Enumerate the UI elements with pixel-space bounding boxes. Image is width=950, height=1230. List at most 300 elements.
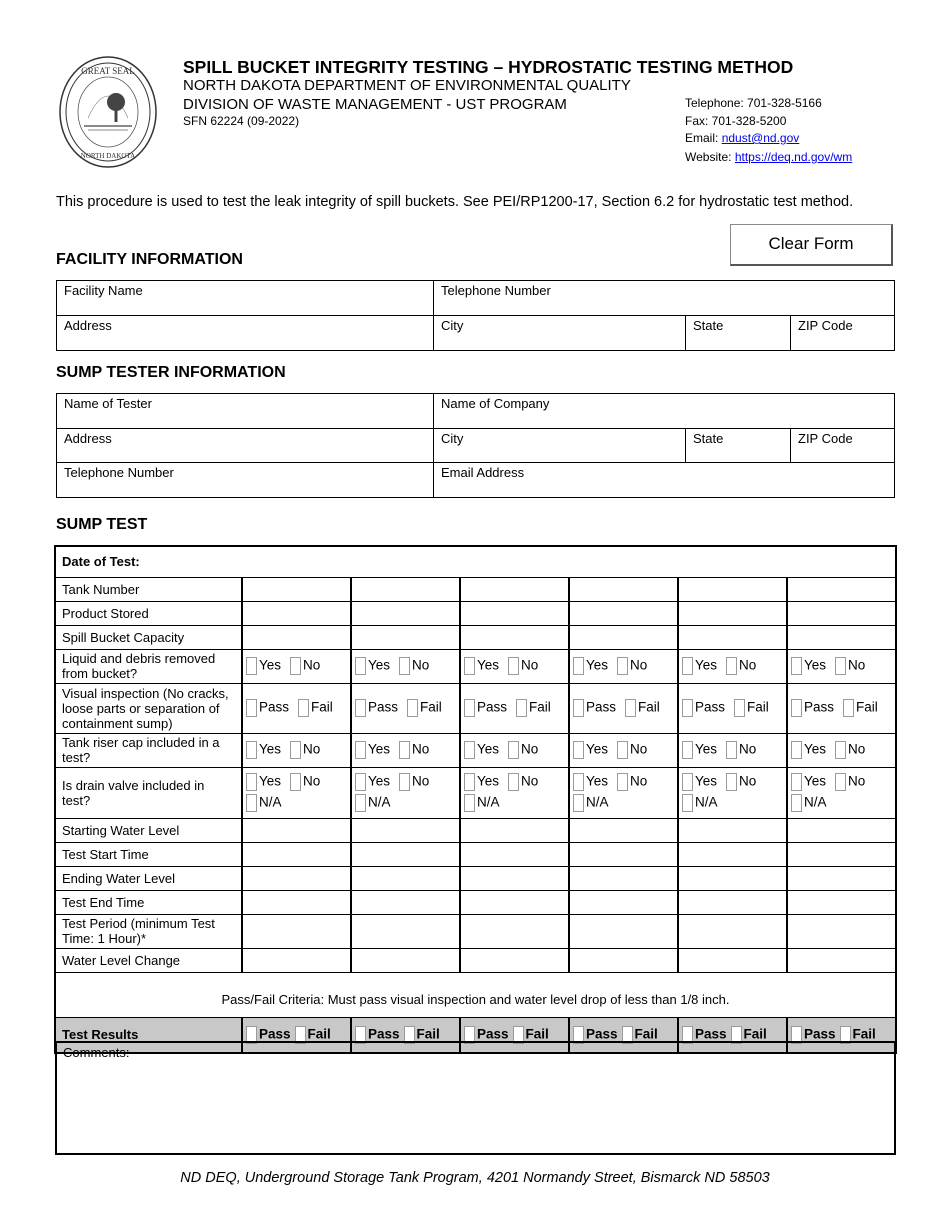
tank-5-cell	[678, 733, 787, 767]
row-label: Visual inspection (No cracks, loose parts or separation of containment sump)	[55, 683, 242, 733]
yes-checkbox[interactable]	[682, 741, 693, 759]
tank-1-cell[interactable]	[242, 601, 351, 625]
tank-6-cell	[787, 733, 896, 767]
tank-5-cell[interactable]	[678, 842, 787, 866]
tank-6-cell[interactable]	[787, 914, 896, 948]
result-pass-label: Pass	[804, 1026, 836, 1042]
facility-zip-field[interactable]: ZIP Code	[791, 316, 895, 351]
intro-text: This procedure is used to test the leak integrity of spill buckets. See PEI/RP1200-17, Section 6.2 for hydrostatic test method.	[56, 194, 854, 210]
pass-option	[354, 699, 398, 717]
result-fail-label: Fail	[852, 1026, 876, 1042]
pass-option	[572, 699, 616, 717]
yes-checkbox[interactable]	[573, 773, 584, 791]
no-checkbox[interactable]	[399, 657, 410, 675]
website-link[interactable]: https://deq.nd.gov/wm	[734, 150, 853, 164]
result-pass-label: Pass	[477, 1026, 509, 1042]
fail-label: Fail	[856, 699, 878, 715]
no-checkbox[interactable]	[835, 657, 846, 675]
footer-address: ND DEQ, Underground Storage Tank Program, 4201 Normandy Street, Bismarck ND 58503	[180, 1170, 770, 1186]
tank-6-cell	[787, 649, 896, 683]
no-label: No	[848, 773, 866, 789]
tank-4-cell[interactable]	[569, 866, 678, 890]
no-label: No	[303, 657, 321, 673]
tank-3-cell[interactable]	[460, 842, 569, 866]
result-pass-label: Pass	[695, 1026, 727, 1042]
facility-telephone-field[interactable]: Telephone Number	[434, 281, 895, 316]
tank-1-cell[interactable]	[242, 818, 351, 842]
pass-checkbox[interactable]	[573, 699, 584, 717]
yes-option	[354, 741, 390, 759]
na-checkbox[interactable]	[573, 794, 584, 812]
tank-4-cell[interactable]	[569, 818, 678, 842]
row-tank-number	[55, 577, 896, 601]
tank-6-cell[interactable]	[787, 625, 896, 649]
state-seal-logo	[58, 54, 158, 170]
comments-field[interactable]	[55, 1041, 896, 1155]
no-label: No	[630, 657, 648, 673]
agency-name: NORTH DAKOTA DEPARTMENT OF ENVIRONMENTAL QUALITY	[183, 77, 631, 94]
email-label: Email:	[685, 131, 722, 145]
clear-form-button[interactable]: Clear Form	[730, 224, 893, 266]
fail-checkbox[interactable]	[516, 699, 527, 717]
facility-state-field[interactable]: State	[686, 316, 791, 351]
na-label: N/A	[259, 794, 282, 810]
tank-4-cell[interactable]	[569, 577, 678, 601]
result-fail-label: Fail	[525, 1026, 549, 1042]
na-line	[790, 794, 893, 812]
no-label: No	[739, 773, 757, 789]
tank-1-cell[interactable]	[242, 866, 351, 890]
na-checkbox[interactable]	[355, 794, 366, 812]
no-checkbox[interactable]	[399, 773, 410, 791]
yes-option	[790, 657, 826, 675]
yes-checkbox[interactable]	[464, 657, 475, 675]
tank-3-cell[interactable]	[460, 601, 569, 625]
yes-checkbox[interactable]	[791, 657, 802, 675]
fail-option	[297, 699, 333, 717]
fail-option	[624, 699, 660, 717]
na-line	[463, 794, 566, 812]
pass-label: Pass	[804, 699, 835, 715]
no-option	[834, 773, 865, 791]
result-fail-label: Fail	[307, 1026, 331, 1042]
fail-label: Fail	[529, 699, 551, 715]
no-label: No	[303, 741, 321, 757]
yes-label: Yes	[368, 741, 391, 757]
yes-checkbox[interactable]	[573, 657, 584, 675]
tank-6-cell	[787, 683, 896, 733]
no-checkbox[interactable]	[835, 773, 846, 791]
tank-5-cell[interactable]	[678, 601, 787, 625]
na-label: N/A	[586, 794, 609, 810]
row-test-start-time	[55, 842, 896, 866]
tank-3-cell[interactable]	[460, 914, 569, 948]
tank-6-cell[interactable]	[787, 577, 896, 601]
na-checkbox[interactable]	[246, 794, 257, 812]
yes-option	[463, 741, 499, 759]
tank-5-cell[interactable]	[678, 914, 787, 948]
no-label: No	[630, 741, 648, 757]
tank-2-cell	[351, 683, 460, 733]
no-checkbox[interactable]	[508, 773, 519, 791]
na-option	[790, 794, 827, 812]
yes-checkbox[interactable]	[682, 657, 693, 675]
yes-label: Yes	[586, 773, 609, 789]
facility-name-field[interactable]: Facility Name	[57, 281, 434, 316]
na-checkbox[interactable]	[464, 794, 475, 812]
tank-6-cell[interactable]	[787, 842, 896, 866]
contact-email	[685, 131, 799, 145]
tester-zip-field[interactable]: ZIP Code	[791, 429, 895, 463]
na-checkbox[interactable]	[682, 794, 693, 812]
yes-option	[681, 773, 717, 791]
yes-checkbox[interactable]	[246, 657, 257, 675]
na-option	[354, 794, 391, 812]
fail-checkbox[interactable]	[407, 699, 418, 717]
tank-1-cell[interactable]	[242, 948, 351, 972]
facility-address-field[interactable]: Address	[57, 316, 434, 351]
date-of-test-field[interactable]: Date of Test:	[55, 546, 896, 577]
row-label: Ending Water Level	[55, 866, 242, 890]
yes-option	[463, 773, 499, 791]
no-checkbox[interactable]	[399, 741, 410, 759]
no-label: No	[848, 657, 866, 673]
fail-option	[406, 699, 442, 717]
yes-option	[245, 657, 281, 675]
tank-5-cell[interactable]	[678, 890, 787, 914]
tank-6-cell[interactable]	[787, 948, 896, 972]
yes-checkbox[interactable]	[464, 741, 475, 759]
result-fail-label: Fail	[743, 1026, 767, 1042]
row-riser-cap	[55, 733, 896, 767]
no-label: No	[521, 773, 539, 789]
tank-1-cell[interactable]	[242, 842, 351, 866]
no-option	[398, 657, 429, 675]
tank-2-cell	[351, 767, 460, 818]
fail-option	[515, 699, 551, 717]
row-label: Test Results	[55, 1017, 242, 1053]
no-option	[725, 773, 756, 791]
no-checkbox[interactable]	[726, 773, 737, 791]
result-pass-label: Pass	[259, 1026, 291, 1042]
tank-4-cell	[569, 683, 678, 733]
yes-label: Yes	[477, 741, 500, 757]
no-option	[834, 741, 865, 759]
tank-3-cell[interactable]	[460, 948, 569, 972]
no-label: No	[412, 773, 430, 789]
yes-label: Yes	[586, 657, 609, 673]
tank-3-cell[interactable]	[460, 890, 569, 914]
tank-2-cell[interactable]	[351, 577, 460, 601]
pass-option	[790, 699, 834, 717]
yes-option	[245, 773, 281, 791]
row-liquid-removed	[55, 649, 896, 683]
tank-1-cell	[242, 767, 351, 818]
tester-address-field[interactable]: Address	[57, 429, 434, 463]
tank-3-cell	[460, 649, 569, 683]
yes-label: Yes	[259, 741, 282, 757]
no-label: No	[739, 657, 757, 673]
yes-option	[354, 773, 390, 791]
row-label: Liquid and debris removed from bucket?	[55, 649, 242, 683]
no-checkbox[interactable]	[290, 773, 301, 791]
pass-option	[681, 699, 725, 717]
no-label: No	[630, 773, 648, 789]
tank-2-cell[interactable]	[351, 842, 460, 866]
email-link[interactable]: ndust@nd.gov	[721, 131, 800, 145]
tank-3-cell	[460, 767, 569, 818]
no-label: No	[412, 657, 430, 673]
pass-checkbox[interactable]	[682, 699, 693, 717]
na-option	[572, 794, 609, 812]
yes-option	[572, 657, 608, 675]
tester-name-field[interactable]: Name of Tester	[57, 394, 434, 429]
no-option	[289, 657, 320, 675]
no-checkbox[interactable]	[726, 657, 737, 675]
tank-3-cell[interactable]	[460, 866, 569, 890]
tank-4-cell	[569, 649, 678, 683]
tank-5-cell[interactable]	[678, 577, 787, 601]
tank-6-cell	[787, 767, 896, 818]
tester-city-field[interactable]: City	[434, 429, 686, 463]
no-option	[507, 741, 538, 759]
no-option	[725, 657, 756, 675]
tank-6-cell[interactable]	[787, 866, 896, 890]
no-option	[616, 657, 647, 675]
row-drain-valve	[55, 767, 896, 818]
no-option	[616, 773, 647, 791]
tank-1-cell[interactable]	[242, 577, 351, 601]
yes-label: Yes	[368, 657, 391, 673]
tank-1-cell[interactable]	[242, 625, 351, 649]
yes-label: Yes	[695, 657, 718, 673]
tank-2-cell[interactable]	[351, 625, 460, 649]
tank-2-cell[interactable]	[351, 914, 460, 948]
tank-6-cell[interactable]	[787, 890, 896, 914]
yes-option	[354, 657, 390, 675]
na-label: N/A	[695, 794, 718, 810]
na-option	[245, 794, 282, 812]
tank-6-cell[interactable]	[787, 601, 896, 625]
tank-5-cell	[678, 767, 787, 818]
fail-label: Fail	[638, 699, 660, 715]
fail-option	[842, 699, 878, 717]
yes-label: Yes	[259, 773, 282, 789]
facility-table	[56, 280, 895, 351]
tank-1-cell	[242, 733, 351, 767]
pass-checkbox[interactable]	[791, 699, 802, 717]
no-checkbox[interactable]	[617, 657, 628, 675]
no-option	[398, 773, 429, 791]
yes-checkbox[interactable]	[355, 657, 366, 675]
contact-telephone: Telephone: 701-328-5166	[685, 96, 822, 110]
yes-checkbox[interactable]	[246, 773, 257, 791]
na-line	[681, 794, 784, 812]
no-option	[725, 741, 756, 759]
sump-test-heading: SUMP TEST	[56, 516, 148, 533]
yes-checkbox[interactable]	[573, 741, 584, 759]
tank-2-cell[interactable]	[351, 890, 460, 914]
tester-company-field[interactable]: Name of Company	[434, 394, 895, 429]
tank-2-cell[interactable]	[351, 818, 460, 842]
fail-checkbox[interactable]	[734, 699, 745, 717]
yes-option	[245, 741, 281, 759]
tank-3-cell[interactable]	[460, 818, 569, 842]
na-option	[463, 794, 500, 812]
row-label: Test Start Time	[55, 842, 242, 866]
tank-5-cell[interactable]	[678, 866, 787, 890]
yes-option	[572, 741, 608, 759]
tank-5-cell[interactable]	[678, 625, 787, 649]
pass-label: Pass	[695, 699, 726, 715]
tank-2-cell[interactable]	[351, 948, 460, 972]
yes-checkbox[interactable]	[464, 773, 475, 791]
row-test-end-time	[55, 890, 896, 914]
yes-checkbox[interactable]	[355, 741, 366, 759]
row-spill-bucket-capacity	[55, 625, 896, 649]
yes-label: Yes	[477, 657, 500, 673]
pass-checkbox[interactable]	[355, 699, 366, 717]
yes-option	[463, 657, 499, 675]
row-visual-inspection	[55, 683, 896, 733]
fail-checkbox[interactable]	[843, 699, 854, 717]
tank-5-cell[interactable]	[678, 818, 787, 842]
svg-text:NORTH DAKOTA: NORTH DAKOTA	[80, 152, 136, 160]
no-option	[289, 773, 320, 791]
tank-4-cell[interactable]	[569, 948, 678, 972]
row-label: Tank riser cap included in a test?	[55, 733, 242, 767]
contact-website	[685, 150, 852, 164]
tank-1-cell[interactable]	[242, 914, 351, 948]
no-option	[616, 741, 647, 759]
yes-label: Yes	[804, 773, 827, 789]
na-label: N/A	[368, 794, 391, 810]
no-checkbox[interactable]	[835, 741, 846, 759]
pass-label: Pass	[259, 699, 290, 715]
tank-2-cell[interactable]	[351, 866, 460, 890]
no-checkbox[interactable]	[290, 741, 301, 759]
no-option	[289, 741, 320, 759]
facility-city-field[interactable]: City	[434, 316, 686, 351]
pass-checkbox[interactable]	[246, 699, 257, 717]
yes-checkbox[interactable]	[246, 741, 257, 759]
tank-5-cell[interactable]	[678, 948, 787, 972]
yes-checkbox[interactable]	[791, 741, 802, 759]
tester-telephone-field[interactable]: Telephone Number	[57, 463, 434, 498]
yes-option	[790, 741, 826, 759]
no-option	[834, 657, 865, 675]
yes-option	[681, 741, 717, 759]
tank-4-cell	[569, 767, 678, 818]
no-label: No	[848, 741, 866, 757]
no-label: No	[412, 741, 430, 757]
fail-label: Fail	[420, 699, 442, 715]
row-label: Test Period (minimum Test Time: 1 Hour)*	[55, 914, 242, 948]
facility-heading: FACILITY INFORMATION	[56, 251, 243, 268]
tank-1-cell	[242, 649, 351, 683]
tank-4-cell[interactable]	[569, 601, 678, 625]
tank-4-cell[interactable]	[569, 842, 678, 866]
tank-5-cell	[678, 649, 787, 683]
pass-fail-criteria: Pass/Fail Criteria: Must pass visual inspection and water level drop of less than 1/8 inch.	[55, 972, 896, 1017]
tank-2-cell	[351, 649, 460, 683]
tank-2-cell[interactable]	[351, 601, 460, 625]
tester-state-field[interactable]: State	[686, 429, 791, 463]
na-label: N/A	[804, 794, 827, 810]
yes-label: Yes	[695, 741, 718, 757]
yes-option	[790, 773, 826, 791]
na-line	[354, 794, 457, 812]
row-label: Test End Time	[55, 890, 242, 914]
website-label: Website:	[685, 150, 735, 164]
row-label: Tank Number	[55, 577, 242, 601]
tank-4-cell[interactable]	[569, 625, 678, 649]
row-test-period	[55, 914, 896, 948]
pass-option	[245, 699, 289, 717]
na-line	[245, 794, 348, 812]
comments-label: Comments:	[63, 1045, 130, 1060]
tank-1-cell[interactable]	[242, 890, 351, 914]
tank-3-cell[interactable]	[460, 625, 569, 649]
na-label: N/A	[477, 794, 500, 810]
no-checkbox[interactable]	[508, 657, 519, 675]
yes-option	[681, 657, 717, 675]
yes-label: Yes	[586, 741, 609, 757]
tank-4-cell[interactable]	[569, 914, 678, 948]
no-checkbox[interactable]	[290, 657, 301, 675]
tank-6-cell[interactable]	[787, 818, 896, 842]
yes-label: Yes	[695, 773, 718, 789]
pass-label: Pass	[477, 699, 508, 715]
yes-label: Yes	[804, 741, 827, 757]
row-label: Spill Bucket Capacity	[55, 625, 242, 649]
tank-3-cell[interactable]	[460, 577, 569, 601]
fail-option	[733, 699, 769, 717]
tester-email-field[interactable]: Email Address	[434, 463, 895, 498]
pass-option	[463, 699, 507, 717]
row-product-stored	[55, 601, 896, 625]
yes-label: Yes	[804, 657, 827, 673]
fail-checkbox[interactable]	[298, 699, 309, 717]
tank-1-cell	[242, 683, 351, 733]
pass-label: Pass	[586, 699, 617, 715]
yes-checkbox[interactable]	[682, 773, 693, 791]
na-checkbox[interactable]	[791, 794, 802, 812]
tester-heading: SUMP TESTER INFORMATION	[56, 364, 286, 381]
row-ending-water-level	[55, 866, 896, 890]
yes-checkbox[interactable]	[791, 773, 802, 791]
row-water-level-change	[55, 948, 896, 972]
result-fail-label: Fail	[634, 1026, 658, 1042]
form-number: SFN 62224 (09-2022)	[183, 114, 300, 128]
no-checkbox[interactable]	[617, 773, 628, 791]
no-label: No	[739, 741, 757, 757]
fail-checkbox[interactable]	[625, 699, 636, 717]
na-line	[572, 794, 675, 812]
no-option	[398, 741, 429, 759]
result-pass-label: Pass	[586, 1026, 618, 1042]
fail-label: Fail	[747, 699, 769, 715]
sump-test-table	[54, 545, 897, 1054]
tank-4-cell[interactable]	[569, 890, 678, 914]
no-label: No	[521, 741, 539, 757]
svg-text:GREAT SEAL: GREAT SEAL	[81, 66, 135, 76]
yes-checkbox[interactable]	[355, 773, 366, 791]
no-checkbox[interactable]	[508, 741, 519, 759]
no-checkbox[interactable]	[726, 741, 737, 759]
pass-checkbox[interactable]	[464, 699, 475, 717]
no-checkbox[interactable]	[617, 741, 628, 759]
